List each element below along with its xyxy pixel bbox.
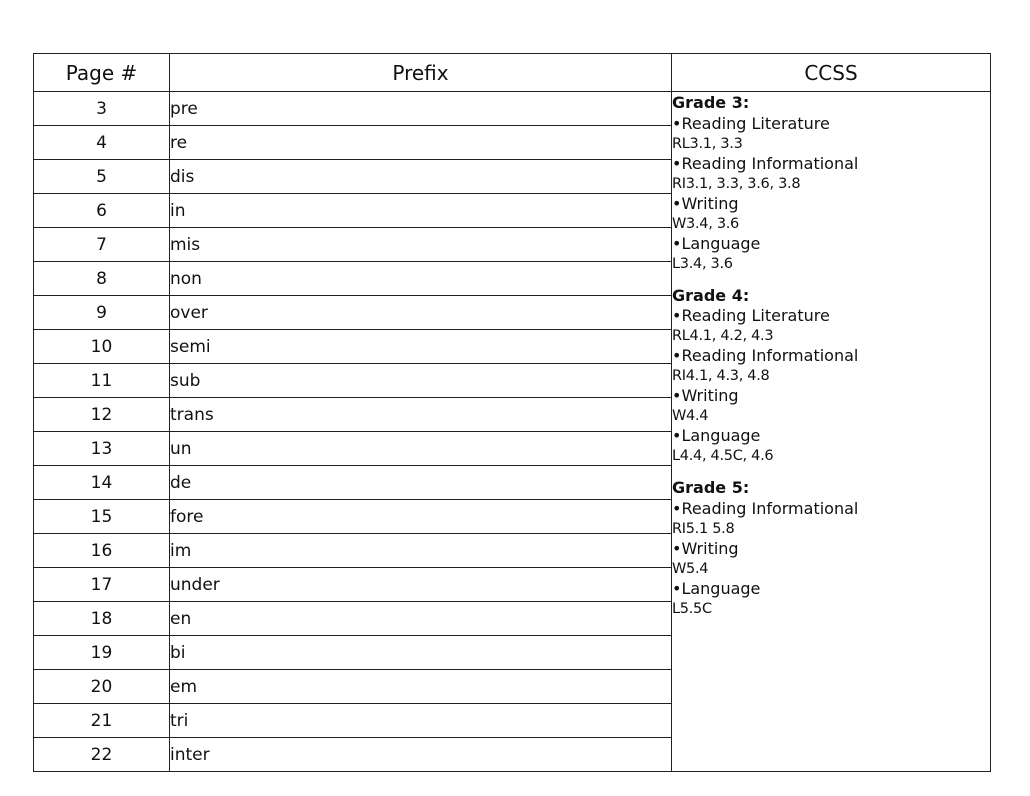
page-number-cell: 20 [34, 670, 170, 704]
prefix-cell: en [170, 602, 672, 636]
strand-codes: L5.5C [672, 600, 712, 617]
prefix-cell: tri [170, 704, 672, 738]
strand-name: •Language [672, 578, 761, 598]
strand-name: •Reading Literature [672, 113, 830, 133]
prefix-cell: im [170, 534, 672, 568]
page-number-cell: 15 [34, 500, 170, 534]
prefix-cell: dis [170, 160, 672, 194]
strand-codes: W4.4 [672, 408, 709, 424]
prefix-cell: re [170, 126, 672, 160]
table-body [34, 92, 991, 772]
strand-codes: RI5.1 5.8 [672, 520, 735, 537]
strand-name: •Writing [672, 538, 739, 558]
grade-heading: Grade 3: [672, 93, 750, 112]
grade-block [672, 477, 990, 619]
prefix-cell: trans [170, 398, 672, 432]
prefix-cell: un [170, 432, 672, 466]
prefix-cell: over [170, 296, 672, 330]
grade-heading: Grade 5: [672, 478, 750, 497]
page-number-cell: 17 [34, 568, 170, 602]
grade-block [672, 92, 990, 274]
prefix-cell: sub [170, 364, 672, 398]
strand-name: •Writing [672, 386, 739, 405]
page-number-cell: 16 [34, 534, 170, 568]
page-number-cell: 11 [34, 364, 170, 398]
page-number-cell: 22 [34, 738, 170, 772]
prefix-cell: inter [170, 738, 672, 772]
strand-codes: L3.4, 3.6 [672, 255, 733, 272]
page-number-cell: 4 [34, 126, 170, 160]
page-number-cell: 14 [34, 466, 170, 500]
table-row [34, 92, 991, 126]
strand-codes: RI4.1, 4.3, 4.8 [672, 368, 770, 384]
page-number-cell: 6 [34, 194, 170, 228]
strand-codes: RL4.1, 4.2, 4.3 [672, 328, 774, 344]
strand-codes: W5.4 [672, 560, 709, 577]
page-number-cell: 13 [34, 432, 170, 466]
strand-name: •Language [672, 426, 761, 445]
strand-codes: RL3.1, 3.3 [672, 135, 743, 152]
page-number-cell: 7 [34, 228, 170, 262]
strand-codes: W3.4, 3.6 [672, 215, 739, 232]
strand-name: •Reading Informational [672, 153, 859, 173]
page-number-cell: 8 [34, 262, 170, 296]
prefix-index-table [33, 53, 991, 772]
prefix-cell: bi [170, 636, 672, 670]
prefix-cell: under [170, 568, 672, 602]
prefix-cell: semi [170, 330, 672, 364]
page-number-cell: 10 [34, 330, 170, 364]
strand-name: •Reading Informational [672, 346, 859, 365]
strand-name: •Language [672, 233, 761, 253]
page-number-cell: 21 [34, 704, 170, 738]
prefix-cell: pre [170, 92, 672, 126]
header-ccss: CCSS [672, 54, 991, 92]
ccss-standards-cell [672, 92, 991, 772]
strand-codes: L4.4, 4.5C, 4.6 [672, 448, 774, 464]
page-number-cell: 12 [34, 398, 170, 432]
grade-heading: Grade 4: [672, 285, 750, 305]
prefix-cell: de [170, 466, 672, 500]
strand-name: •Writing [672, 193, 739, 213]
header-prefix: Prefix [170, 54, 672, 92]
prefix-cell: fore [170, 500, 672, 534]
strand-name: •Reading Informational [672, 498, 859, 518]
prefix-cell: mis [170, 228, 672, 262]
header-page: Page # [34, 54, 170, 92]
page-number-cell: 3 [34, 92, 170, 126]
page-number-cell: 5 [34, 160, 170, 194]
page-number-cell: 19 [34, 636, 170, 670]
strand-name: •Reading Literature [672, 306, 830, 325]
prefix-cell: non [170, 262, 672, 296]
header-row [34, 54, 991, 92]
strand-codes: RI3.1, 3.3, 3.6, 3.8 [672, 175, 801, 192]
grade-block [672, 285, 990, 467]
prefix-cell: in [170, 194, 672, 228]
page-number-cell: 9 [34, 296, 170, 330]
prefix-cell: em [170, 670, 672, 704]
page-number-cell: 18 [34, 602, 170, 636]
